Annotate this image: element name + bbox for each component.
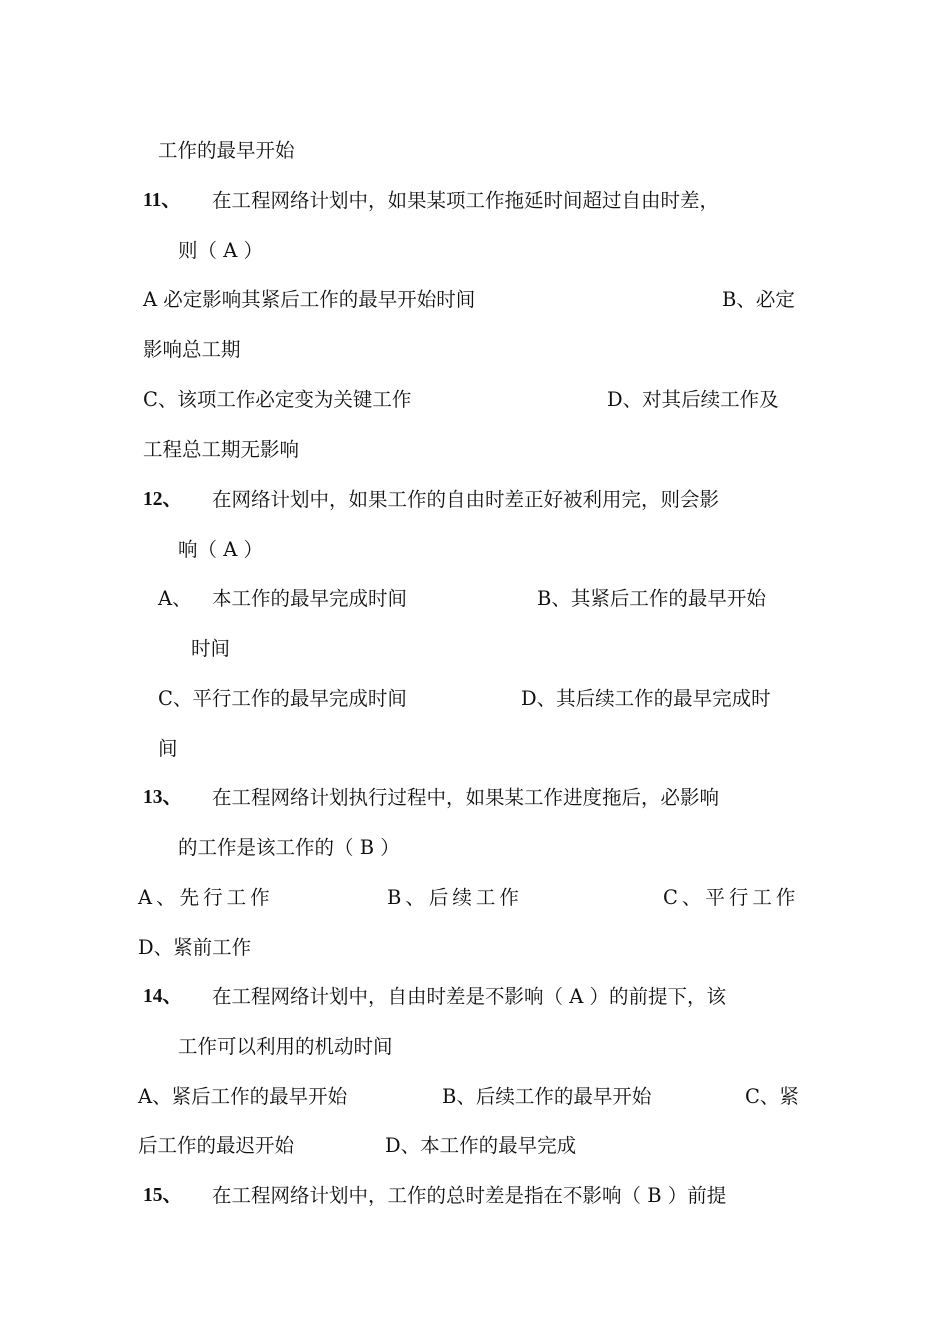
question-11-option-a: A 必定影响其紧后工作的最早开始时间 <box>143 288 476 311</box>
question-13-option-a: A、先行工作 <box>138 886 274 909</box>
question-12-option-c: C、平行工作的最早完成时间 <box>158 687 407 710</box>
question-11-answer: 则（ A ） <box>178 239 263 262</box>
question-12-answer: 响（ A ） <box>178 538 263 561</box>
question-12-option-b: B、其紧后工作的最早开始 <box>537 587 766 610</box>
question-14-number: 14、 <box>143 986 183 1007</box>
question-11-option-b-cont: 影响总工期 <box>143 338 241 361</box>
question-11-text: 在工程网络计划中，如果某项工作拖延时间超过自由时差， <box>212 189 720 212</box>
question-11-option-d: D、对其后续工作及 <box>607 388 779 411</box>
question-15-number: 15、 <box>143 1185 183 1206</box>
question-14-option-c: C、紧 <box>745 1085 799 1108</box>
question-12-text: 在网络计划中，如果工作的自由时差正好被利用完，则会影 <box>212 488 720 511</box>
question-13-option-c: C、平行工作 <box>663 886 800 909</box>
question-14-text-cont: 工作可以利用的机动时间 <box>178 1035 393 1058</box>
question-12-option-d: D、其后续工作的最早完成时 <box>521 687 771 710</box>
question-14-option-d: D、本工作的最早完成 <box>385 1134 577 1157</box>
question-11-number: 11、 <box>143 190 181 211</box>
question-11-option-b: B、必定 <box>722 288 795 311</box>
question-11-option-c: C、该项工作必定变为关键工作 <box>143 388 412 411</box>
question-13-answer: 的工作是该工作的（ B ） <box>178 836 400 859</box>
continued-option-text: 工作的最早开始 <box>158 139 295 162</box>
question-14-option-b: B、后续工作的最早开始 <box>442 1085 652 1108</box>
question-15-text: 在工程网络计划中，工作的总时差是指在不影响（ B ）前提 <box>212 1184 727 1207</box>
question-12-option-a: 本工作的最早完成时间 <box>212 587 408 610</box>
question-12-option-d-cont: 间 <box>158 737 178 760</box>
question-11-option-d-cont: 工程总工期无影响 <box>143 438 300 461</box>
question-12-option-a-label: A、 <box>158 587 192 610</box>
question-13-number: 13、 <box>143 787 183 808</box>
question-12-number: 12、 <box>143 489 183 510</box>
question-13-option-b: B、后续工作 <box>387 886 523 909</box>
question-14-option-a: A、紧后工作的最早开始 <box>138 1085 348 1108</box>
question-14-option-c-cont: 后工作的最迟开始 <box>138 1134 295 1157</box>
question-13-text: 在工程网络计划执行过程中，如果某工作进度拖后，必影响 <box>212 786 720 809</box>
question-13-option-d: D、紧前工作 <box>138 936 252 959</box>
question-14-text: 在工程网络计划中，自由时差是不影响（ A ）的前提下，该 <box>212 985 726 1008</box>
question-12-option-b-cont: 时间 <box>191 637 231 660</box>
